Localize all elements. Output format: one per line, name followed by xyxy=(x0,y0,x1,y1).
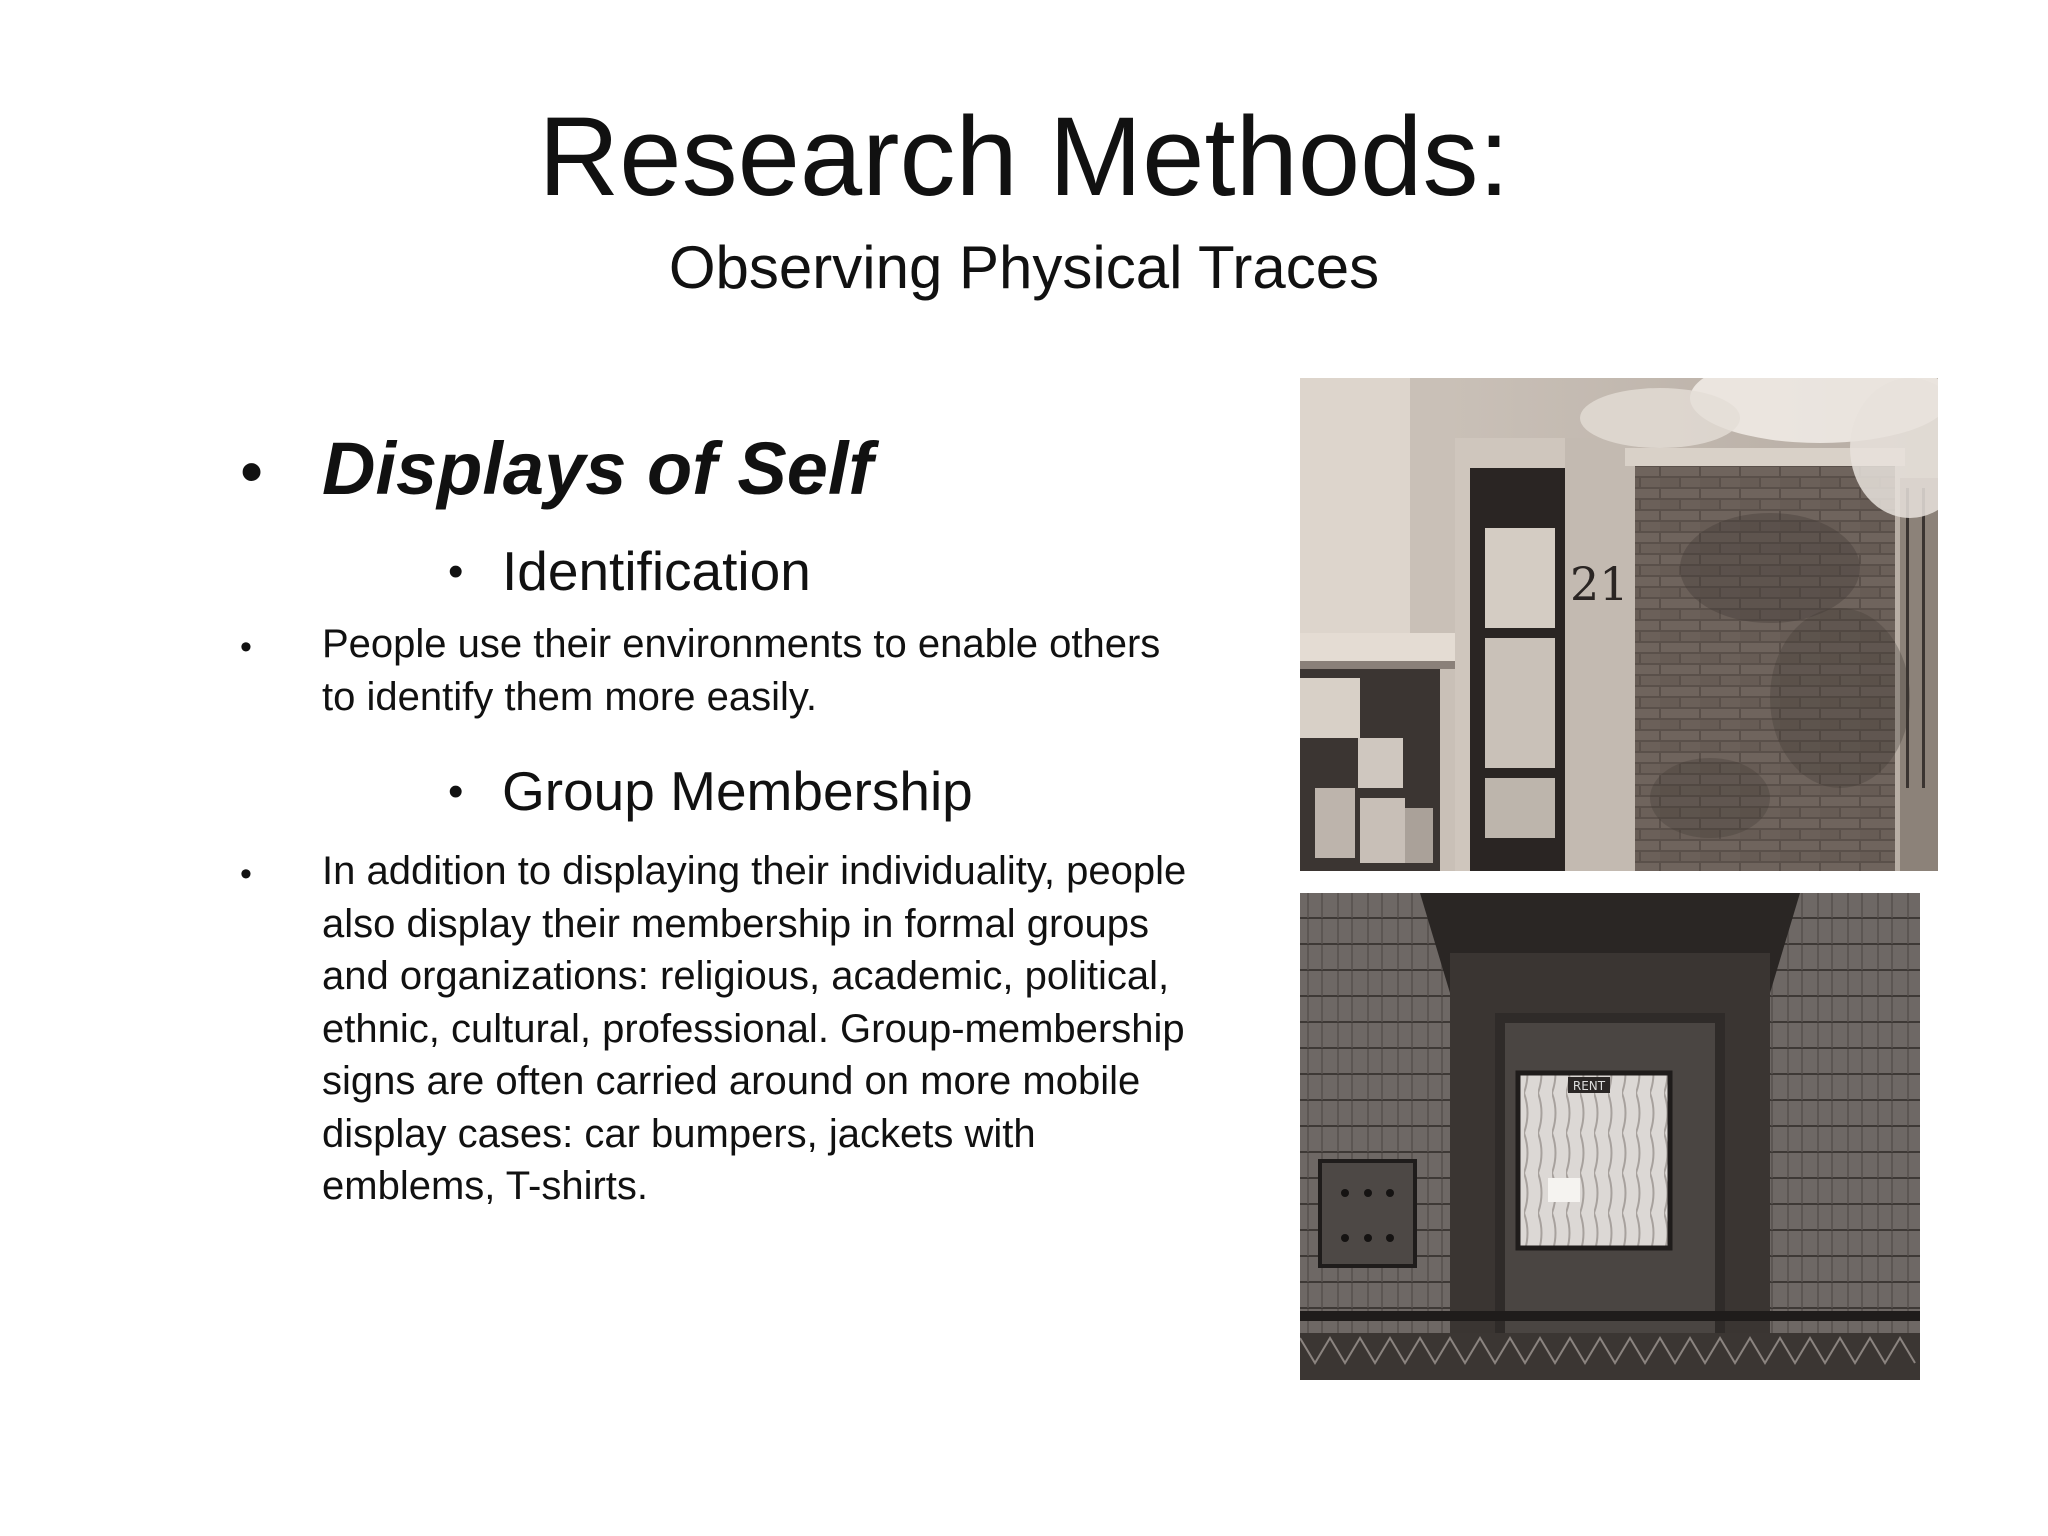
slide-subtitle: Observing Physical Traces xyxy=(668,234,1380,301)
identification-text: People use their environments to enable others to identify them more easily. xyxy=(322,622,1161,719)
door-sign-text: RENT xyxy=(1572,1079,1606,1093)
bullet-marker: • xyxy=(448,547,464,596)
bullet-marker: • xyxy=(240,628,252,666)
identification-heading: Identification xyxy=(502,540,811,602)
group-membership-text: In addition to displaying their individuality, people also display their membership in formal groups and organizations: religious, academic, political, ethnic, cultural, professional. Group-membership signs are often carried around on more mobile display cases: car bumpers, jackets with emblems, T-shirts. xyxy=(322,849,1187,1208)
bullet-marker: • xyxy=(240,855,252,893)
bullet-marker: • xyxy=(448,767,464,816)
house-entrance-photo xyxy=(1300,378,1938,871)
bullet-marker: • xyxy=(240,434,264,508)
doorway-photo xyxy=(1300,893,1920,1380)
slide-title: Research Methods: xyxy=(538,94,1510,219)
group-membership-heading: Group Membership xyxy=(502,760,973,822)
house-number-text: 21 xyxy=(1570,557,1629,611)
displays-of-self-heading: Displays of Self xyxy=(322,427,874,510)
